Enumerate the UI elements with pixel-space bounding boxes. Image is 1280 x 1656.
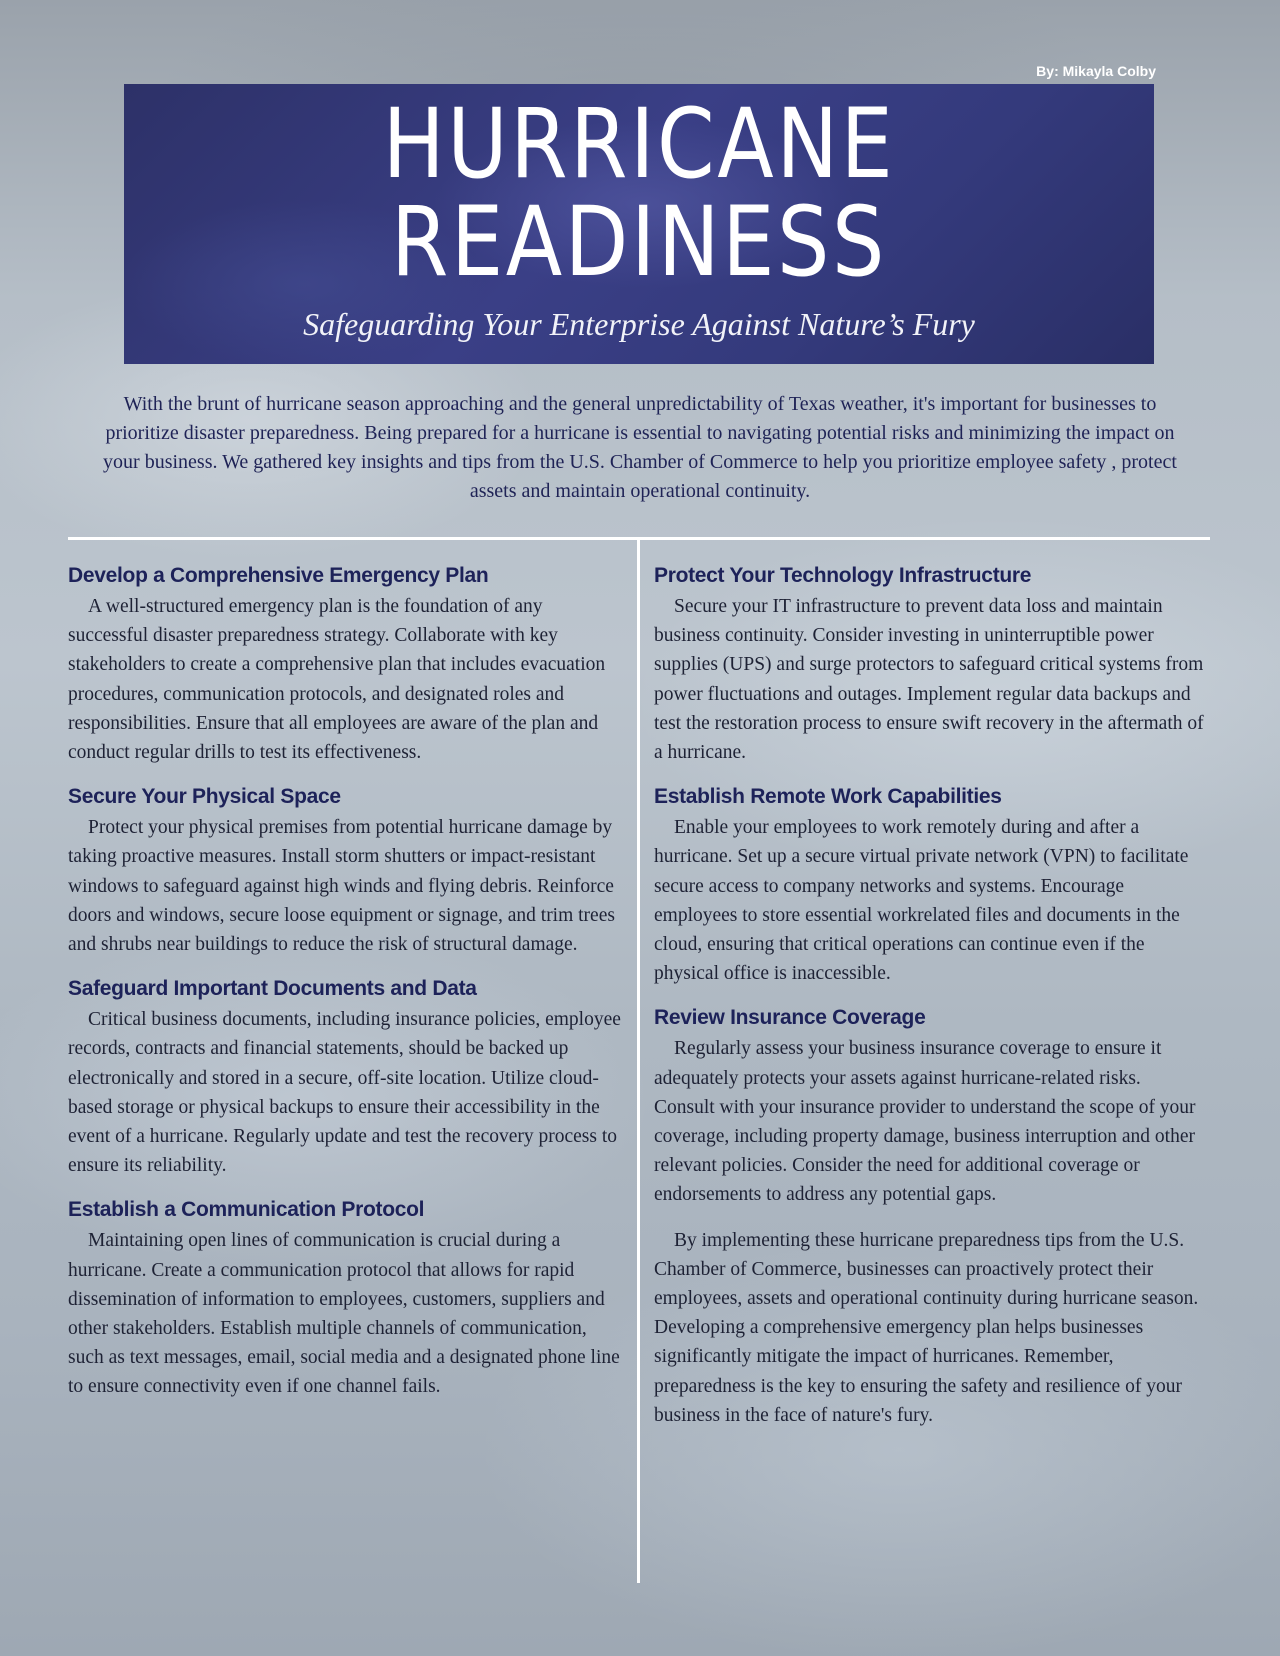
section-heading: Develop a Comprehensive Emergency Plan xyxy=(68,564,489,587)
section-body: Maintaining open lines of communication is crucial during a hurricane. Create a communication protocol that allows for rapid dissemination of information to employees, customers, suppliers and other stakeholders. Establish multiple channels of communication, such as text messages, email, social media and a designated phone line to ensure connectivity even if one channel fails. xyxy=(68,1230,620,1398)
title-line-2: READINESS xyxy=(391,186,887,298)
title-line-1: HURRICANE xyxy=(382,88,896,200)
section-remote-work xyxy=(654,783,1206,988)
section-communication xyxy=(68,1196,624,1401)
right-column xyxy=(654,562,1206,1430)
section-heading: Protect Your Technology Infrastructure xyxy=(654,564,1032,587)
section-heading: Establish a Communication Protocol xyxy=(68,1198,425,1222)
section-body: Secure your IT infrastructure to prevent data loss and maintain business continuity. Consider investing in uninterruptible power supplies (UPS) and surge protectors to safeguard critical systems from power fluctuations and outages. Implement regular data backups and test the restoration process to ensure swift recovery in the aftermath of a hurricane. xyxy=(654,596,1204,764)
title-banner xyxy=(124,84,1154,364)
section-heading: Safeguard Important Documents and Data xyxy=(68,977,477,1001)
section-body: A well-structured emergency plan is the foundation of any successful disaster preparedness strategy. Collaborate with key stakeholders to create a comprehensive plan that includes evacuation procedures, communication protocols, and designated roles and responsibilities. Ensure that all employees are aware of the plan and conduct regular drills to test its effectiveness. xyxy=(68,596,606,764)
section-physical-space xyxy=(68,783,624,959)
section-insurance xyxy=(654,1004,1206,1209)
subtitle: Safeguarding Your Enterprise Against Nature’s Fury xyxy=(303,306,975,342)
intro-paragraph: With the brunt of hurricane season approaching and the general unpredictability of Texas weather, it's important for businesses to prioritize disaster preparedness. Being prepared for a hurricane is essential to navigating potential risks and minimizing the impact on your business. We gathered key insights and tips from the U.S. Chamber of Commerce to help you prioritize employee safety , protect assets and maintain operational continuity. xyxy=(103,393,1177,502)
section-heading: Establish Remote Work Capabilities xyxy=(654,785,1002,809)
author-byline: By: Mikayla Colby xyxy=(1036,63,1156,79)
closing-paragraph: By implementing these hurricane preparedness tips from the U.S. Chamber of Commerce, businesses can proactively protect their employees, assets and operational continuity during hurricane season. Developing a comprehensive emergency plan helps businesses significantly mitigate the impact of hurricanes. Remember, preparedness is the key to ensuring the safety and resilience of your business in the face of nature's fury. xyxy=(654,1229,1199,1426)
column-divider xyxy=(637,539,640,1583)
section-documents-data xyxy=(68,975,624,1180)
section-body: Protect your physical premises from potential hurricane damage by taking proactive measures. Install storm shutters or impact-resistant windows to safeguard against high winds and flying debris. Reinforce doors and windows, secure loose equipment or signage, and trim trees and shrubs near buildings to reduce the risk of structural damage. xyxy=(68,817,615,956)
left-column xyxy=(68,562,624,1418)
section-heading: Secure Your Physical Space xyxy=(68,785,341,809)
section-heading: Review Insurance Coverage xyxy=(654,1006,926,1030)
section-body: Enable your employees to work remotely during and after a hurricane. Set up a secure virtual private network (VPN) to facilitate secure access to company networks and systems. Encourage employees to store essential workrelated files and documents in the cloud, ensuring that critical operations can continue even if the physical office is inaccessible. xyxy=(654,817,1189,985)
section-technology xyxy=(654,562,1206,767)
section-body: Critical business documents, including insurance policies, employee records, contracts and financial statements, should be backed up electronically and stored in a secure, off-site location. Utilize cloud-based storage or physical backups to ensure their accessibility in the event of a hurricane. Regularly update and test the recovery process to ensure its reliability. xyxy=(68,1009,621,1177)
section-emergency-plan xyxy=(68,562,624,767)
section-body: Regularly assess your business insurance coverage to ensure it adequately protects your assets against hurricane-related risks. Consult with your insurance provider to understand the scope of your coverage, including property damage, business interruption and other relevant policies. Consider the need for additional coverage or endorsements to address any potential gaps. xyxy=(654,1038,1196,1206)
